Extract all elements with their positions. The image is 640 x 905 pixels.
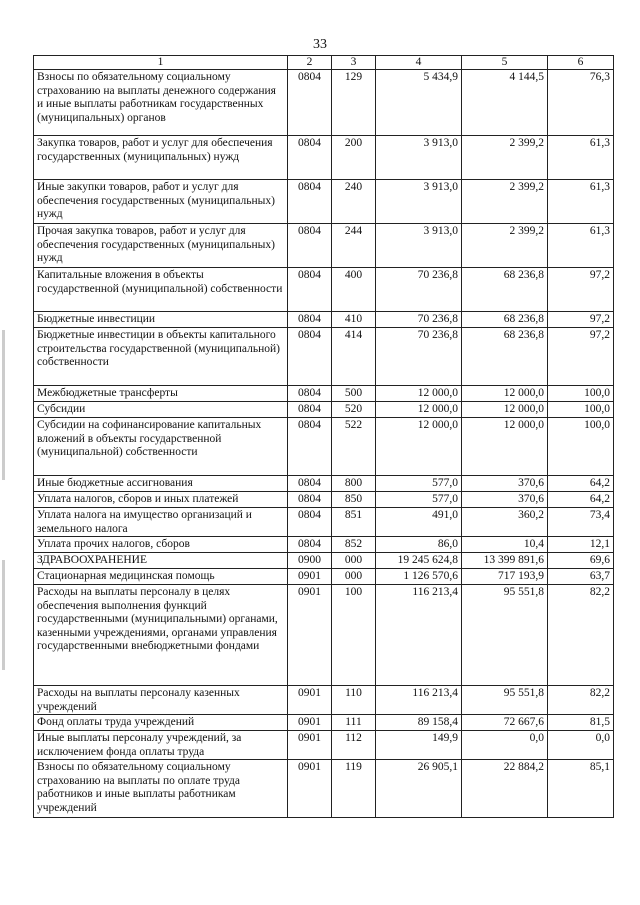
cell-section: 0901 (288, 760, 332, 818)
cell-pct: 12,1 (548, 537, 614, 553)
cell-fact: 12 000,0 (462, 402, 548, 418)
cell-plan: 3 913,0 (376, 224, 462, 268)
cell-fact: 0,0 (462, 731, 548, 760)
table-row (34, 585, 614, 686)
table-row (34, 731, 614, 760)
cell-pct: 100,0 (548, 418, 614, 476)
cell-name: Уплата прочих налогов, сборов (34, 537, 288, 553)
table-row (34, 386, 614, 402)
cell-type: 200 (332, 136, 376, 180)
cell-pct: 0,0 (548, 731, 614, 760)
cell-type: 244 (332, 224, 376, 268)
cell-type: 522 (332, 418, 376, 476)
cell-type: 800 (332, 476, 376, 492)
binding-mark (2, 330, 5, 480)
cell-fact: 68 236,8 (462, 328, 548, 386)
cell-pct: 69,6 (548, 553, 614, 569)
table-row (34, 553, 614, 569)
cell-pct: 76,3 (548, 70, 614, 136)
column-header: 5 (462, 56, 548, 70)
cell-pct: 64,2 (548, 476, 614, 492)
cell-section: 0804 (288, 136, 332, 180)
table-row (34, 569, 614, 585)
binding-mark (2, 560, 5, 670)
cell-pct: 97,2 (548, 328, 614, 386)
cell-name: Бюджетные инвестиции в объекты капитального строительства государственной (муниципальной) собственности (34, 328, 288, 386)
cell-type: 414 (332, 328, 376, 386)
cell-name: Расходы на выплаты персоналу казенных учреждений (34, 686, 288, 715)
cell-fact: 68 236,8 (462, 268, 548, 312)
cell-plan: 12 000,0 (376, 386, 462, 402)
cell-fact: 13 399 891,6 (462, 553, 548, 569)
cell-pct: 100,0 (548, 386, 614, 402)
table-row (34, 508, 614, 537)
cell-fact: 95 551,8 (462, 585, 548, 686)
cell-section: 0804 (288, 224, 332, 268)
table-row (34, 476, 614, 492)
cell-plan: 5 434,9 (376, 70, 462, 136)
cell-plan: 116 213,4 (376, 585, 462, 686)
cell-name: Прочая закупка товаров, работ и услуг для обеспечения государственных (муниципальных) нужд (34, 224, 288, 268)
cell-section: 0804 (288, 70, 332, 136)
cell-fact: 2 399,2 (462, 136, 548, 180)
cell-name: Субсидии (34, 402, 288, 418)
cell-type: 851 (332, 508, 376, 537)
cell-plan: 116 213,4 (376, 686, 462, 715)
cell-pct: 100,0 (548, 402, 614, 418)
cell-fact: 4 144,5 (462, 70, 548, 136)
table-row (34, 760, 614, 818)
cell-plan: 577,0 (376, 476, 462, 492)
cell-pct: 61,3 (548, 180, 614, 224)
cell-section: 0901 (288, 715, 332, 731)
cell-section: 0804 (288, 402, 332, 418)
cell-pct: 97,2 (548, 312, 614, 328)
cell-pct: 82,2 (548, 686, 614, 715)
cell-name: Иные закупки товаров, работ и услуг для обеспечения государственных (муниципальных) нужд (34, 180, 288, 224)
cell-type: 112 (332, 731, 376, 760)
table-row (34, 268, 614, 312)
cell-fact: 12 000,0 (462, 386, 548, 402)
cell-type: 000 (332, 553, 376, 569)
cell-name: Взносы по обязательному социальному страхованию на выплаты денежного содержания и иные выплаты работникам государственных (муниципальных) органов (34, 70, 288, 136)
cell-name: Фонд оплаты труда учреждений (34, 715, 288, 731)
cell-section: 0804 (288, 180, 332, 224)
cell-fact: 12 000,0 (462, 418, 548, 476)
cell-pct: 81,5 (548, 715, 614, 731)
cell-fact: 360,2 (462, 508, 548, 537)
table-row (34, 312, 614, 328)
cell-plan: 3 913,0 (376, 136, 462, 180)
cell-name: Стационарная медицинская помощь (34, 569, 288, 585)
cell-section: 0804 (288, 418, 332, 476)
cell-section: 0804 (288, 476, 332, 492)
cell-name: ЗДРАВООХРАНЕНИЕ (34, 553, 288, 569)
cell-type: 852 (332, 537, 376, 553)
column-header: 1 (34, 56, 288, 70)
cell-type: 400 (332, 268, 376, 312)
cell-plan: 70 236,8 (376, 328, 462, 386)
cell-plan: 3 913,0 (376, 180, 462, 224)
cell-name: Расходы на выплаты персоналу в целях обеспечения выполнения функций государственными (муниципальными) органами, казенными учреждениями, органами управления государственными внебюджетными фондами (34, 585, 288, 686)
cell-pct: 61,3 (548, 136, 614, 180)
cell-fact: 68 236,8 (462, 312, 548, 328)
cell-section: 0901 (288, 686, 332, 715)
cell-type: 110 (332, 686, 376, 715)
cell-section: 0901 (288, 569, 332, 585)
cell-plan: 70 236,8 (376, 268, 462, 312)
cell-pct: 63,7 (548, 569, 614, 585)
cell-fact: 717 193,9 (462, 569, 548, 585)
cell-type: 111 (332, 715, 376, 731)
cell-name: Бюджетные инвестиции (34, 312, 288, 328)
cell-plan: 12 000,0 (376, 418, 462, 476)
cell-plan: 86,0 (376, 537, 462, 553)
table-header-row (34, 56, 614, 70)
cell-section: 0804 (288, 312, 332, 328)
cell-pct: 61,3 (548, 224, 614, 268)
cell-plan: 149,9 (376, 731, 462, 760)
cell-section: 0804 (288, 268, 332, 312)
cell-section: 0804 (288, 537, 332, 553)
cell-fact: 2 399,2 (462, 224, 548, 268)
table-row (34, 492, 614, 508)
cell-type: 850 (332, 492, 376, 508)
cell-type: 520 (332, 402, 376, 418)
column-header: 2 (288, 56, 332, 70)
cell-type: 500 (332, 386, 376, 402)
cell-fact: 10,4 (462, 537, 548, 553)
table-row (34, 537, 614, 553)
cell-fact: 370,6 (462, 492, 548, 508)
cell-name: Межбюджетные трансферты (34, 386, 288, 402)
cell-section: 0804 (288, 492, 332, 508)
cell-name: Закупка товаров, работ и услуг для обеспечения государственных (муниципальных) нужд (34, 136, 288, 180)
cell-section: 0804 (288, 328, 332, 386)
cell-pct: 64,2 (548, 492, 614, 508)
cell-pct: 97,2 (548, 268, 614, 312)
cell-name: Субсидии на софинансирование капитальных вложений в объекты государственной (муниципальной) собственности (34, 418, 288, 476)
table-row (34, 715, 614, 731)
cell-name: Уплата налога на имущество организаций и земельного налога (34, 508, 288, 537)
cell-section: 0901 (288, 731, 332, 760)
cell-name: Иные бюджетные ассигнования (34, 476, 288, 492)
cell-type: 129 (332, 70, 376, 136)
cell-section: 0804 (288, 386, 332, 402)
cell-plan: 577,0 (376, 492, 462, 508)
cell-pct: 82,2 (548, 585, 614, 686)
table-row (34, 418, 614, 476)
cell-type: 100 (332, 585, 376, 686)
cell-plan: 26 905,1 (376, 760, 462, 818)
cell-type: 240 (332, 180, 376, 224)
cell-fact: 2 399,2 (462, 180, 548, 224)
cell-plan: 12 000,0 (376, 402, 462, 418)
cell-name: Иные выплаты персоналу учреждений, за исключением фонда оплаты труда (34, 731, 288, 760)
table-row (34, 224, 614, 268)
table-row (34, 180, 614, 224)
cell-fact: 370,6 (462, 476, 548, 492)
column-header: 6 (548, 56, 614, 70)
cell-type: 000 (332, 569, 376, 585)
cell-section: 0900 (288, 553, 332, 569)
cell-plan: 89 158,4 (376, 715, 462, 731)
table-row (34, 402, 614, 418)
cell-plan: 70 236,8 (376, 312, 462, 328)
cell-fact: 95 551,8 (462, 686, 548, 715)
cell-type: 410 (332, 312, 376, 328)
table-row (34, 686, 614, 715)
cell-plan: 1 126 570,6 (376, 569, 462, 585)
table-row (34, 136, 614, 180)
table-row (34, 70, 614, 136)
column-header: 3 (332, 56, 376, 70)
cell-pct: 73,4 (548, 508, 614, 537)
cell-fact: 72 667,6 (462, 715, 548, 731)
cell-type: 119 (332, 760, 376, 818)
cell-name: Уплата налогов, сборов и иных платежей (34, 492, 288, 508)
cell-section: 0901 (288, 585, 332, 686)
cell-fact: 22 884,2 (462, 760, 548, 818)
table-row (34, 328, 614, 386)
cell-name: Капитальные вложения в объекты государственной (муниципальной) собственности (34, 268, 288, 312)
cell-plan: 491,0 (376, 508, 462, 537)
cell-plan: 19 245 624,8 (376, 553, 462, 569)
page-number: 33 (313, 37, 327, 52)
column-header: 4 (376, 56, 462, 70)
cell-pct: 85,1 (548, 760, 614, 818)
cell-name: Взносы по обязательному социальному страхованию на выплаты по оплате труда работников и иные выплаты работникам учреждений (34, 760, 288, 818)
budget-table (33, 55, 614, 818)
cell-section: 0804 (288, 508, 332, 537)
